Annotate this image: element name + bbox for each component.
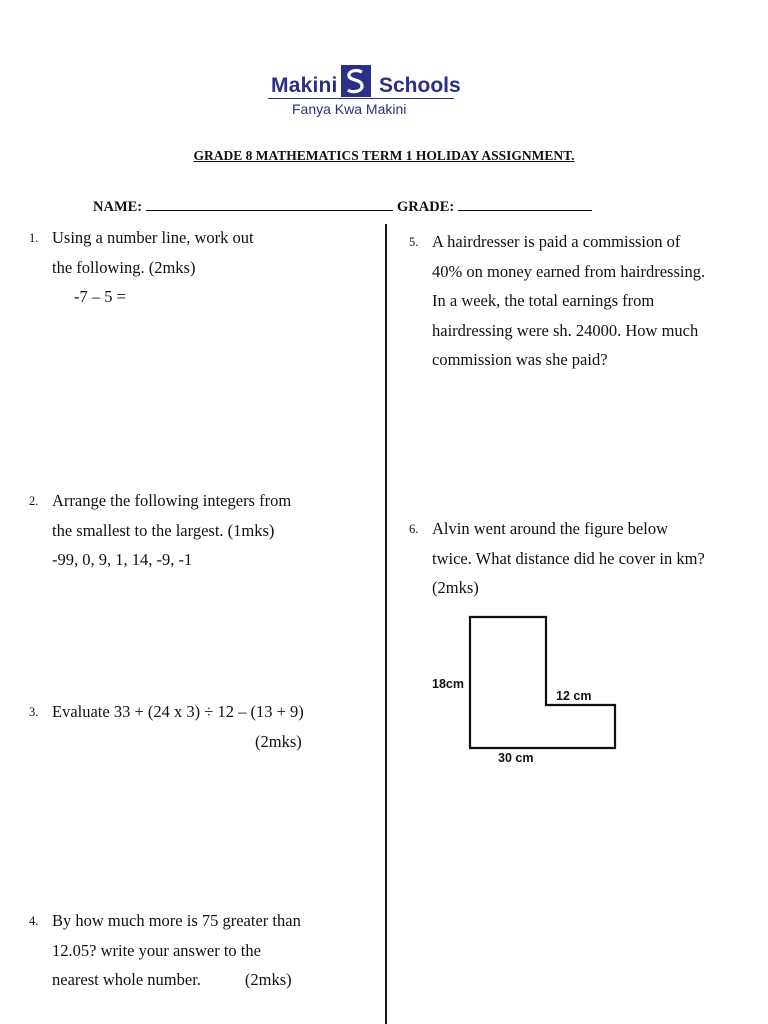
logo-rule [268, 98, 454, 99]
question-6-line: Alvin went around the figure below [432, 519, 668, 538]
question-5 [432, 227, 705, 375]
question-1 [52, 223, 254, 312]
name-blank[interactable] [146, 198, 393, 211]
grade-blank[interactable] [458, 198, 592, 211]
grade-label: GRADE: [397, 199, 455, 215]
question-4-line-last [52, 965, 301, 995]
question-6-number: 6. [409, 522, 419, 536]
figure-height-label: 18cm [432, 677, 464, 691]
question-1-line: Using a number line, work out [52, 228, 254, 247]
figure-base-label: 30 cm [498, 751, 534, 765]
figure-step-label: 12 cm [556, 689, 592, 703]
question-5-line: commission was she paid? [432, 350, 608, 369]
question-6-marks: (2mks) [432, 578, 479, 597]
question-4-line: 12.05? write your answer to the [52, 940, 261, 960]
question-6 [432, 514, 705, 603]
l-shape-outline [470, 617, 615, 748]
question-3-line: Evaluate 33 + (24 x 3) ÷ 12 – (13 + 9) [52, 702, 304, 721]
question-2-number: 2. [29, 494, 39, 508]
question-5-line: In a week, the total earnings from [432, 291, 655, 310]
question-4-line: By how much more is 75 greater than [52, 911, 301, 930]
question-2-line: Arrange the following integers from [52, 491, 292, 510]
school-logo-icon [340, 64, 372, 98]
question-4-marks: (2mks) [244, 970, 292, 989]
question-5-line: A hairdresser is paid a commission of [432, 232, 681, 251]
column-divider [385, 224, 387, 1024]
question-2 [52, 486, 291, 575]
grade-field [397, 198, 592, 216]
logo-makini-text: Makini [271, 74, 338, 97]
name-field [93, 198, 393, 216]
name-label: NAME: [93, 199, 143, 215]
question-3-number: 3. [29, 705, 39, 719]
question-4-number: 4. [29, 914, 39, 928]
question-2-line: the smallest to the largest. (1mks) [52, 520, 275, 540]
question-5-line: hairdressing were sh. 24000. How much [432, 320, 699, 340]
question-6-line: twice. What distance did he cover in km? [432, 548, 705, 568]
question-1-line: the following. (2mks) [52, 257, 196, 277]
question-1-number: 1. [29, 231, 39, 245]
page-title: GRADE 8 MATHEMATICS TERM 1 HOLIDAY ASSIGNMENT. [193, 148, 575, 163]
question-3 [52, 697, 304, 756]
question-5-line: 40% on money earned from hairdressing. [432, 261, 706, 281]
question-4 [52, 906, 301, 995]
question-2-integers: -99, 0, 9, 1, 14, -9, -1 [52, 550, 193, 569]
question-5-number: 5. [409, 235, 419, 249]
logo-schools-text: Schools [379, 74, 461, 97]
question-3-marks: (2mks) [255, 731, 302, 751]
question-4-last-text: nearest whole number. [52, 970, 201, 989]
question-1-expression: -7 – 5 = [74, 287, 126, 306]
logo-tagline: Fanya Kwa Makini [292, 101, 407, 117]
